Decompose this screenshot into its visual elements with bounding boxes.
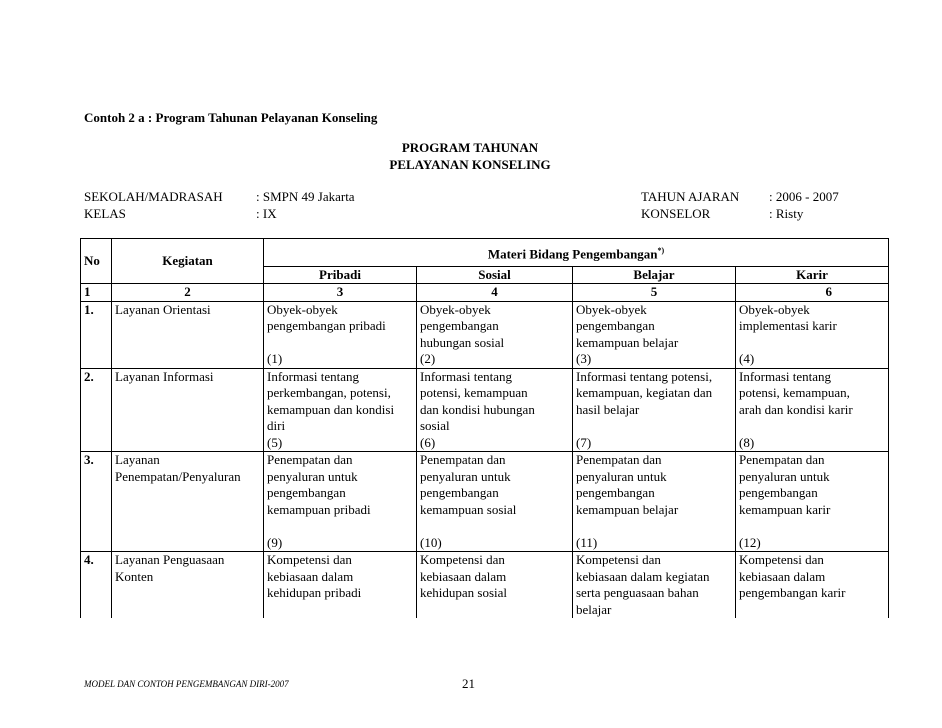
cell-line: pengembangan <box>576 485 655 501</box>
sosial-cell <box>417 452 573 552</box>
cell-line: Kompetensi dan <box>420 552 505 568</box>
cell-line <box>267 518 413 535</box>
program-table <box>80 238 889 618</box>
cell-line: penyaluran untuk <box>267 468 358 484</box>
cell-line: Penempatan dan <box>576 452 662 468</box>
cell-line: perkembangan, potensi, <box>267 385 391 401</box>
header-materi-note: *) <box>657 246 665 255</box>
row-number: 4. <box>81 552 112 619</box>
pribadi-cell <box>264 301 417 368</box>
column-number-row <box>81 284 889 302</box>
sekolah-value: : SMPN 49 Jakarta <box>256 189 355 204</box>
karir-cell <box>736 552 889 619</box>
tahun-ajaran-label: TAHUN AJARAN <box>641 189 740 204</box>
cell-line <box>576 418 732 435</box>
cell-line: Obyek-obyek <box>739 301 810 317</box>
cell-line: (7) <box>576 434 592 450</box>
kegiatan-cell <box>112 301 264 368</box>
cell-line: Kompetensi dan <box>576 552 661 568</box>
cell-line: potensi, kemampuan <box>420 385 528 401</box>
column-number: 3 <box>264 284 417 302</box>
cell-line: Informasi tentang <box>420 368 513 384</box>
cell-line: Konten <box>115 568 154 584</box>
table-row <box>81 368 889 452</box>
pribadi-cell <box>264 452 417 552</box>
cell-line: Layanan <box>115 452 160 468</box>
cell-line <box>267 335 413 352</box>
cell-line: Kompetensi dan <box>267 552 352 568</box>
cell-line: pengembangan <box>420 318 499 334</box>
cell-line: (1) <box>267 351 283 367</box>
pribadi-cell <box>264 368 417 452</box>
cell-line: Penempatan dan <box>267 452 353 468</box>
page-number: 21 <box>462 676 475 691</box>
cell-line: (8) <box>739 434 755 450</box>
cell-line: Layanan Penguasaan <box>115 552 225 568</box>
sosial-cell <box>417 552 573 619</box>
cell-line: Penempatan/Penyaluran <box>115 468 241 484</box>
cell-line <box>739 335 885 352</box>
table-row <box>81 452 889 552</box>
cell-line: (9) <box>267 534 283 550</box>
cell-line: Kompetensi dan <box>739 552 824 568</box>
cell-line: Penempatan dan <box>420 452 506 468</box>
cell-line <box>420 518 569 535</box>
cell-line: kemampuan pribadi <box>267 501 371 517</box>
cell-line: (5) <box>267 434 283 450</box>
cell-line: sosial <box>420 418 450 434</box>
cell-line: penyaluran untuk <box>739 468 830 484</box>
cell-line: kehidupan sosial <box>420 585 508 601</box>
cell-line: arah dan kondisi karir <box>739 401 853 417</box>
kegiatan-cell <box>112 452 264 552</box>
karir-cell <box>736 301 889 368</box>
cell-line: Obyek-obyek <box>576 301 647 317</box>
cell-line: Obyek-obyek <box>420 301 491 317</box>
cell-line: serta penguasaan bahan <box>576 585 699 601</box>
column-number: 2 <box>112 284 264 302</box>
kegiatan-cell <box>112 552 264 619</box>
table-body <box>81 301 889 618</box>
cell-line: kebiasaan dalam kegiatan <box>576 568 710 584</box>
cell-line: kemampuan belajar <box>576 501 679 517</box>
cell-line: kebiasaan dalam <box>739 568 826 584</box>
cell-line <box>739 518 885 535</box>
column-number: 6 <box>736 284 889 302</box>
cell-line: penyaluran untuk <box>420 468 511 484</box>
row-number: 2. <box>81 368 112 452</box>
sekolah-label: SEKOLAH/MADRASAH <box>84 189 223 204</box>
cell-line: hubungan sosial <box>420 334 505 350</box>
column-number: 1 <box>81 284 112 302</box>
cell-line: kemampuan, kegiatan dan <box>576 385 713 401</box>
table-header-row <box>81 239 889 267</box>
row-number: 3. <box>81 452 112 552</box>
kegiatan-cell <box>112 368 264 452</box>
cell-line: implementasi karir <box>739 318 837 334</box>
cell-line: penyaluran untuk <box>576 468 667 484</box>
tahun-ajaran-value: : 2006 - 2007 <box>769 189 839 204</box>
cell-line <box>576 518 732 535</box>
cell-line: pengembangan <box>739 485 818 501</box>
cell-line: (3) <box>576 351 592 367</box>
karir-cell <box>736 368 889 452</box>
cell-line: kemampuan karir <box>739 501 831 517</box>
program-title: PROGRAM TAHUNAN <box>401 140 539 155</box>
kelas-value: : IX <box>256 206 277 221</box>
cell-line: kemampuan dan kondisi <box>267 401 395 417</box>
cell-line: pengembangan pribadi <box>267 318 386 334</box>
row-number: 1. <box>81 301 112 368</box>
cell-line: Informasi tentang potensi, <box>576 368 713 384</box>
cell-line: Obyek-obyek <box>267 301 338 317</box>
belajar-cell <box>573 552 736 619</box>
belajar-cell <box>573 452 736 552</box>
cell-line: (11) <box>576 534 598 550</box>
table-row <box>81 301 889 368</box>
sosial-cell <box>417 301 573 368</box>
cell-line: pengembangan <box>267 485 346 501</box>
header-no: No <box>81 239 112 284</box>
cell-line: (12) <box>739 534 761 550</box>
cell-line: dan kondisi hubungan <box>420 401 535 417</box>
column-number: 4 <box>417 284 573 302</box>
header-materi <box>264 239 889 267</box>
cell-line: kebiasaan dalam <box>267 568 354 584</box>
pribadi-cell <box>264 552 417 619</box>
cell-line: pengembangan <box>420 485 499 501</box>
table-row <box>81 552 889 619</box>
cell-line: potensi, kemampuan, <box>739 385 850 401</box>
cell-line: pengembangan karir <box>739 585 846 601</box>
cell-line <box>739 418 885 435</box>
header-materi-text: Materi Bidang Pengembangan <box>487 246 658 262</box>
footer-title: MODEL DAN CONTOH PENGEMBANGAN DIRI-2007 <box>84 679 289 689</box>
cell-line: belajar <box>576 601 612 617</box>
karir-cell <box>736 452 889 552</box>
cell-line: Informasi tentang <box>739 368 832 384</box>
header-pribadi: Pribadi <box>264 266 417 284</box>
cell-line: Layanan Orientasi <box>115 301 211 317</box>
header-sosial: Sosial <box>417 266 573 284</box>
cell-line: pengembangan <box>576 318 655 334</box>
belajar-cell <box>573 368 736 452</box>
cell-line: (2) <box>420 351 436 367</box>
cell-line: (10) <box>420 534 442 550</box>
document-caption: Contoh 2 a : Program Tahunan Pelayanan Konseling <box>84 110 378 125</box>
cell-line: Penempatan dan <box>739 452 825 468</box>
cell-line: kebiasaan dalam <box>420 568 507 584</box>
header-kegiatan: Kegiatan <box>112 239 264 284</box>
konselor-label: KONSELOR <box>641 206 711 221</box>
cell-line: kemampuan belajar <box>576 334 679 350</box>
cell-line: kehidupan pribadi <box>267 585 362 601</box>
cell-line: (6) <box>420 434 436 450</box>
header-karir: Karir <box>736 266 889 284</box>
cell-line: kemampuan sosial <box>420 501 517 517</box>
cell-line: Layanan Informasi <box>115 368 214 384</box>
kelas-label: KELAS <box>84 206 126 221</box>
column-number: 5 <box>573 284 736 302</box>
cell-line: (4) <box>739 351 755 367</box>
cell-line: hasil belajar <box>576 401 640 417</box>
sosial-cell <box>417 368 573 452</box>
program-subtitle: PELAYANAN KONSELING <box>389 157 551 172</box>
konselor-value: : Risty <box>769 206 804 221</box>
belajar-cell <box>573 301 736 368</box>
cell-line: diri <box>267 418 286 434</box>
cell-line: Informasi tentang <box>267 368 360 384</box>
header-belajar: Belajar <box>573 266 736 284</box>
